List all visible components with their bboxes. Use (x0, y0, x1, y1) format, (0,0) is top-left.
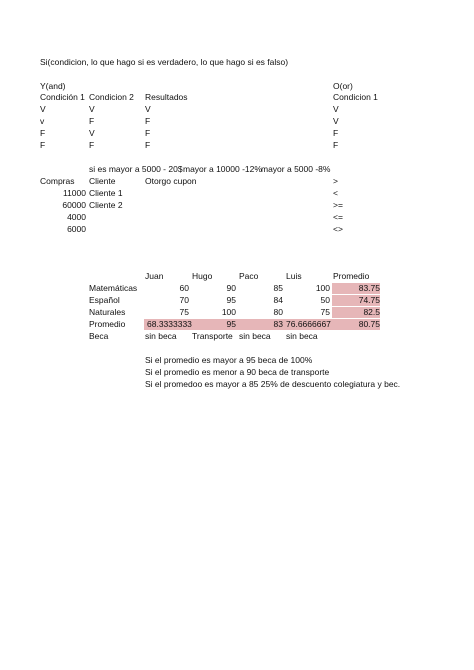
compras-value: 6000 (67, 224, 86, 234)
note-text: Si el promedio es menor a 90 beca de transporte (145, 367, 330, 377)
promedio-header: Promedio (333, 271, 370, 281)
operator-symbol: < (333, 188, 338, 198)
compras-value: 4000 (67, 212, 86, 222)
and-cell: F (145, 128, 151, 138)
compras-header: Compras (40, 176, 75, 186)
score-cell: 70 (179, 295, 189, 305)
score-cell: 84 (273, 295, 283, 305)
promedio-cell: 74.75 (332, 295, 380, 306)
note-text: Si el promedoo es mayor a 85 25% de descuento colegiatura y bec. (145, 379, 401, 389)
score-cell: 75 (320, 307, 330, 317)
or-cell: V (333, 104, 339, 114)
and-cell: F (89, 140, 95, 150)
and-cell: F (40, 128, 46, 138)
and-cell: F (40, 140, 46, 150)
rule-text: mayor a 5000 -8% (261, 164, 331, 174)
compras-value: 60000 (62, 200, 86, 210)
note-text: Si el promedio es mayor a 95 beca de 100% (145, 355, 313, 365)
or-header: Condicion 1 (333, 92, 378, 102)
and-header-result: Resultados (145, 92, 188, 102)
or-title: O(or) (333, 81, 353, 91)
operator-symbol: > (333, 176, 338, 186)
and-cell: v (40, 116, 45, 126)
score-cell: 100 (221, 307, 236, 317)
and-header-cond2: Condicion 2 (89, 92, 134, 102)
score-cell: 60 (179, 283, 189, 293)
promedio-row-value: 83 (273, 319, 283, 329)
score-cell: 80 (273, 307, 283, 317)
operator-symbol: >= (333, 200, 343, 210)
cliente-header: Cliente (89, 176, 116, 186)
and-cell: V (89, 128, 95, 138)
promedio-row-value: 68.3333333 (147, 319, 192, 329)
student-header: Luis (286, 271, 302, 281)
operator-symbol: <= (333, 212, 343, 222)
or-cell: F (333, 128, 339, 138)
subject-label: Naturales (89, 307, 126, 317)
score-cell: 75 (179, 307, 189, 317)
subject-label: Matemáticas (89, 283, 138, 293)
cliente-value: Cliente 1 (89, 188, 123, 198)
promedio-row-value: 76.6666667 (286, 319, 331, 329)
beca-cell: sin beca (239, 331, 271, 341)
beca-cell: Transporte (192, 331, 233, 341)
and-cell: V (145, 104, 151, 114)
and-cell: F (145, 116, 151, 126)
subject-label: Español (89, 295, 120, 305)
promedio-cell: 83.75 (332, 283, 380, 294)
score-cell: 85 (273, 283, 283, 293)
beca-cell: sin beca (145, 331, 177, 341)
promedio-row-label: Promedio (89, 319, 126, 329)
score-cell: 90 (226, 283, 236, 293)
beca-cell: sin beca (286, 331, 318, 341)
beca-row-label: Beca (89, 331, 109, 341)
promedio-row-total: 80.75 (358, 319, 380, 329)
student-header: Paco (239, 271, 259, 281)
rule-text: mayor a 10000 -12% (183, 164, 262, 174)
or-cell: V (333, 116, 339, 126)
and-cell: F (89, 116, 95, 126)
compras-value: 11000 (62, 188, 86, 198)
promedio-row-value: 95 (226, 319, 236, 329)
cliente-value: Cliente 2 (89, 200, 123, 210)
and-cell: V (89, 104, 95, 114)
rule-text: si es mayor a 5000 - 20$ (89, 164, 183, 174)
or-cell: F (333, 140, 339, 150)
student-header: Juan (145, 271, 164, 281)
cupon-header: Otorgo cupon (145, 176, 197, 186)
score-cell: 95 (226, 295, 236, 305)
and-header-cond1: Condición 1 (40, 92, 85, 102)
score-cell: 50 (320, 295, 330, 305)
promedio-cell: 82.5 (332, 307, 380, 318)
student-header: Hugo (192, 271, 213, 281)
operator-symbol: <> (333, 224, 343, 234)
intro-text: Si(condicion, lo que hago si es verdadero, lo que hago si es falso) (40, 57, 289, 67)
and-cell: F (145, 140, 151, 150)
score-cell: 100 (315, 283, 330, 293)
and-title: Y(and) (40, 81, 66, 91)
and-cell: V (40, 104, 46, 114)
